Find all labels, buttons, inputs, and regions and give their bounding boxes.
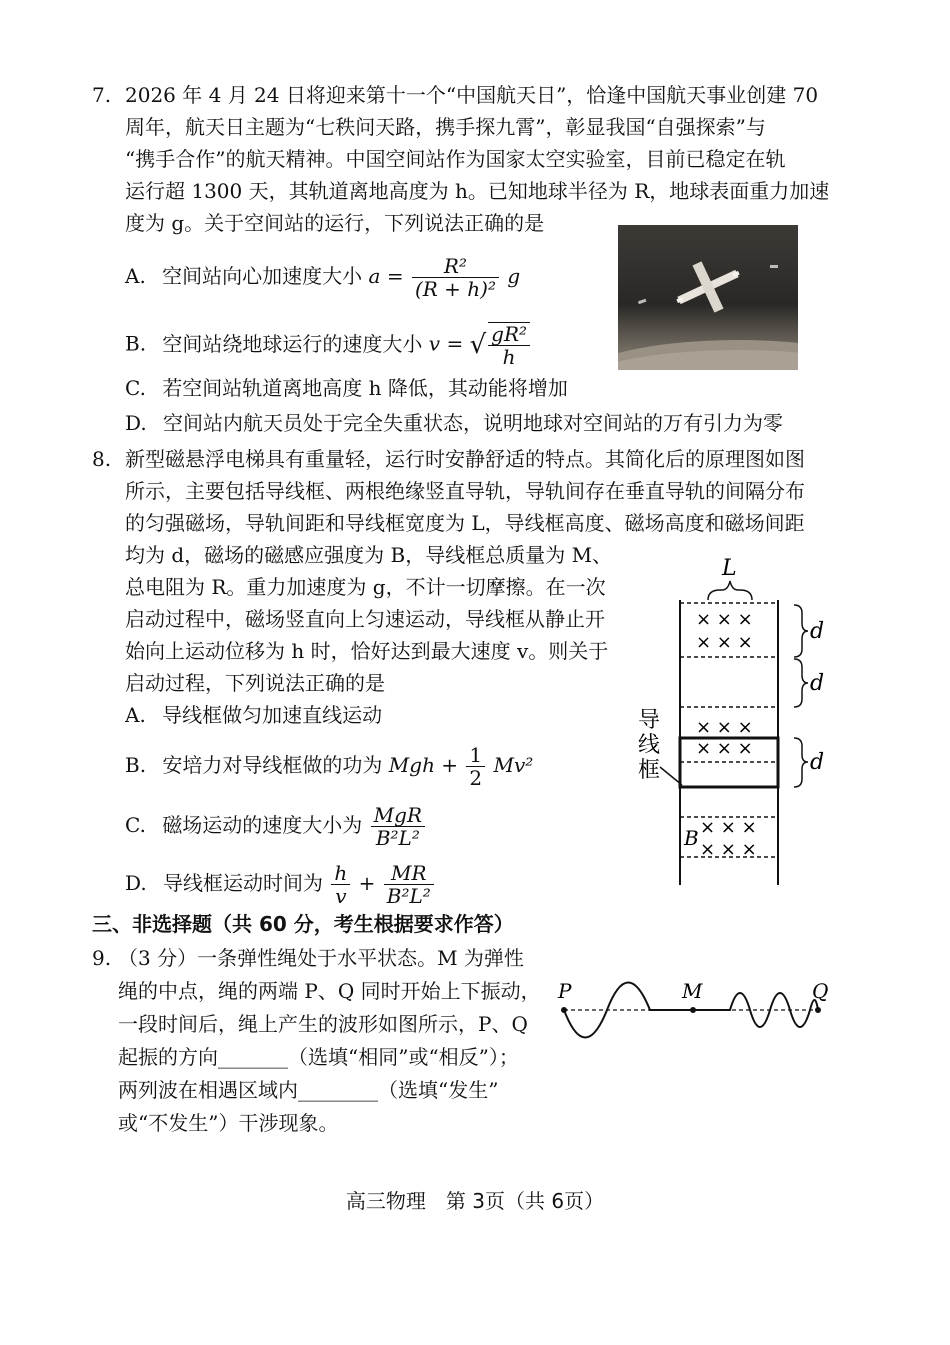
- q8-option-a-text: 导线框做匀加速直线运动: [162, 703, 383, 727]
- field-row-2: × × ×: [696, 632, 753, 653]
- q8-option-b-numerator: 1: [466, 744, 485, 767]
- label-b: B: [684, 826, 699, 850]
- q8-option-c-denominator: B²L²: [375, 826, 420, 850]
- q7-option-a-tail: g: [507, 264, 521, 288]
- q8-option-d-fraction-1: [331, 862, 350, 907]
- q8-option-b-text: 安培力对导线框做的功为: [162, 753, 383, 777]
- section-3-heading: 三、非选择题（共 60 分，考生根据要求作答）: [92, 912, 514, 936]
- field-row-5: × × ×: [700, 817, 757, 838]
- q7-option-d: [125, 408, 783, 438]
- frame-label-1: 导: [638, 708, 661, 733]
- label-d3: d: [810, 750, 825, 775]
- point-p: [561, 1007, 567, 1013]
- q8-option-c: [125, 804, 427, 849]
- q7-option-b-numerator: gR²: [488, 323, 530, 346]
- space-station-image: [618, 225, 798, 370]
- label-d1: d: [810, 619, 825, 644]
- q7-line-5: 度为 g。关于空间站的运行，下列说法正确的是: [125, 211, 545, 235]
- q8-option-d: [125, 862, 436, 907]
- q7-option-a-fraction: [412, 255, 499, 300]
- label-m: M: [682, 979, 703, 1003]
- q7-option-b-lhs: v =: [428, 331, 464, 356]
- q9-line-2: 绳的中点，绳的两端 P、Q 同时开始上下振动，: [118, 979, 541, 1003]
- q7-option-b-label: B.: [125, 331, 147, 356]
- q7-option-b-fraction: [488, 322, 530, 368]
- q7-option-d-label: D.: [125, 411, 147, 435]
- q8-option-b-label: B.: [125, 753, 147, 777]
- q8-line-1: 新型磁悬浮电梯具有重量轻，运行时安静舒适的特点。其简化后的原理图如图: [125, 447, 805, 471]
- point-m: [690, 1007, 696, 1013]
- q8-option-d-denominator-2: B²L²: [386, 884, 431, 908]
- q7-line-1: 2026 年 4 月 24 日将迎来第十一个“中国航天日”，恰逢中国航天事业创建 70: [125, 83, 819, 107]
- sqrt-icon: √: [469, 330, 487, 360]
- q7-option-c: [125, 373, 568, 403]
- l-brace: [708, 581, 752, 600]
- label-d2: d: [810, 671, 825, 696]
- q7-option-a-lhs: a =: [368, 264, 404, 288]
- q7-option-a-denominator: (R + h)²: [414, 277, 496, 301]
- q9-line-3: 一段时间后，绳上产生的波形如图所示，P、Q: [118, 1012, 528, 1036]
- q7-option-a-numerator: R²: [412, 255, 499, 278]
- q8-line-3: 的匀强磁场，导轨间距和导线框宽度为 L，导线框高度、磁场高度和磁场间距: [125, 511, 805, 535]
- space-station-photo: [618, 225, 798, 370]
- q9-line-4: 起振的方向_______（选填“相同”或“相反”）；: [118, 1045, 519, 1069]
- q8-option-d-text: 导线框运动时间为: [163, 871, 324, 895]
- d-brace-1: [794, 605, 808, 657]
- q7-option-b-text: 空间站绕地球运行的速度大小: [162, 331, 423, 356]
- q8-option-b-expr1: Mgh +: [388, 753, 459, 777]
- q8-option-c-text: 磁场运动的速度大小为: [162, 813, 363, 837]
- point-q: [815, 1007, 821, 1013]
- q8-option-d-label: D.: [125, 871, 147, 895]
- field-row-1: × × ×: [696, 609, 753, 630]
- label-q: Q: [812, 979, 829, 1003]
- maglev-elevator-diagram: [630, 555, 850, 890]
- q7-line-2: 周年，航天日主题为“七秩问天路，携手探九霄”，彰显我国“自强探索”与: [125, 115, 766, 139]
- q8-number: 8.: [92, 447, 112, 471]
- q9-line-1: （3 分）一条弹性绳处于水平状态。M 为弹性: [118, 946, 524, 970]
- q8-option-d-numerator-1: h: [331, 862, 350, 885]
- q8-option-c-label: C.: [125, 813, 146, 837]
- q9-line-6: 或“不发生”）干涉现象。: [118, 1111, 339, 1135]
- q7-option-c-label: C.: [125, 376, 146, 400]
- frame-label-3: 框: [638, 758, 661, 783]
- q7-option-b-denominator: h: [502, 345, 516, 369]
- q8-option-c-fraction: [371, 804, 425, 849]
- q8-option-b-denominator: 2: [469, 766, 483, 790]
- frame-label-2: 线: [638, 733, 661, 758]
- q8-option-a-label: A.: [125, 703, 146, 727]
- page-footer: 高三物理 第 3页（共 6页）: [345, 1189, 605, 1213]
- q7-option-a-text: 空间站向心加速度大小: [162, 264, 363, 288]
- q7-option-a: [125, 255, 520, 300]
- q9-line-5: 两列波在相遇区域内________（选填“发生”: [118, 1078, 499, 1102]
- q8-line-7: 始向上运动位移为 h 时，恰好达到最大速度 v。则关于: [125, 639, 609, 663]
- q7-number: 7.: [92, 83, 112, 107]
- field-row-4: × × ×: [696, 738, 753, 759]
- q7-option-b: [125, 322, 532, 368]
- q8-option-c-numerator: MgR: [371, 804, 425, 827]
- q8-option-b-fraction: [466, 744, 485, 789]
- rope-wave-diagram: [550, 970, 840, 1050]
- q7-option-c-text: 若空间站轨道离地高度 h 降低，其动能将增加: [162, 376, 568, 400]
- q8-option-b: [125, 744, 533, 789]
- d-brace-3: [794, 738, 808, 787]
- label-l: L: [722, 556, 737, 581]
- q8-option-d-denominator-1: v: [335, 884, 347, 908]
- q8-option-a: [125, 700, 382, 730]
- q8-option-d-numerator-2: MR: [384, 862, 434, 885]
- field-row-3: × × ×: [696, 717, 753, 738]
- magnetic-field-crosses: [696, 609, 757, 860]
- q9-number: 9.: [92, 946, 112, 970]
- field-row-6: × × ×: [700, 839, 757, 860]
- d-brace-2: [794, 659, 808, 707]
- label-p: P: [558, 979, 572, 1003]
- q7-line-3: “携手合作”的航天精神。中国空间站作为国家太空实验室，目前已稳定在轨: [125, 147, 786, 171]
- q8-line-5: 总电阻为 R。重力加速度为 g，不计一切摩擦。在一次: [125, 575, 606, 599]
- q8-option-d-plus: +: [358, 871, 376, 895]
- q8-option-b-expr2: Mv²: [493, 753, 534, 777]
- q8-line-8: 启动过程，下列说法正确的是: [125, 671, 385, 695]
- q8-line-4: 均为 d，磁场的磁感应强度为 B，导线框总质量为 M、: [125, 543, 613, 567]
- q8-option-d-fraction-2: [384, 862, 434, 907]
- q7-option-a-label: A.: [125, 264, 146, 288]
- q8-line-2: 所示，主要包括导线框、两根绝缘竖直导轨，导轨间存在垂直导轨的间隔分布: [125, 479, 805, 503]
- q8-line-6: 启动过程中，磁场竖直向上匀速运动，导线框从静止开: [125, 607, 605, 631]
- q7-option-d-text: 空间站内航天员处于完全失重状态，说明地球对空间站的万有引力为零: [163, 411, 784, 435]
- q7-line-4: 运行超 1300 天，其轨道离地高度为 h。已知地球半径为 R，地球表面重力加速: [125, 179, 830, 203]
